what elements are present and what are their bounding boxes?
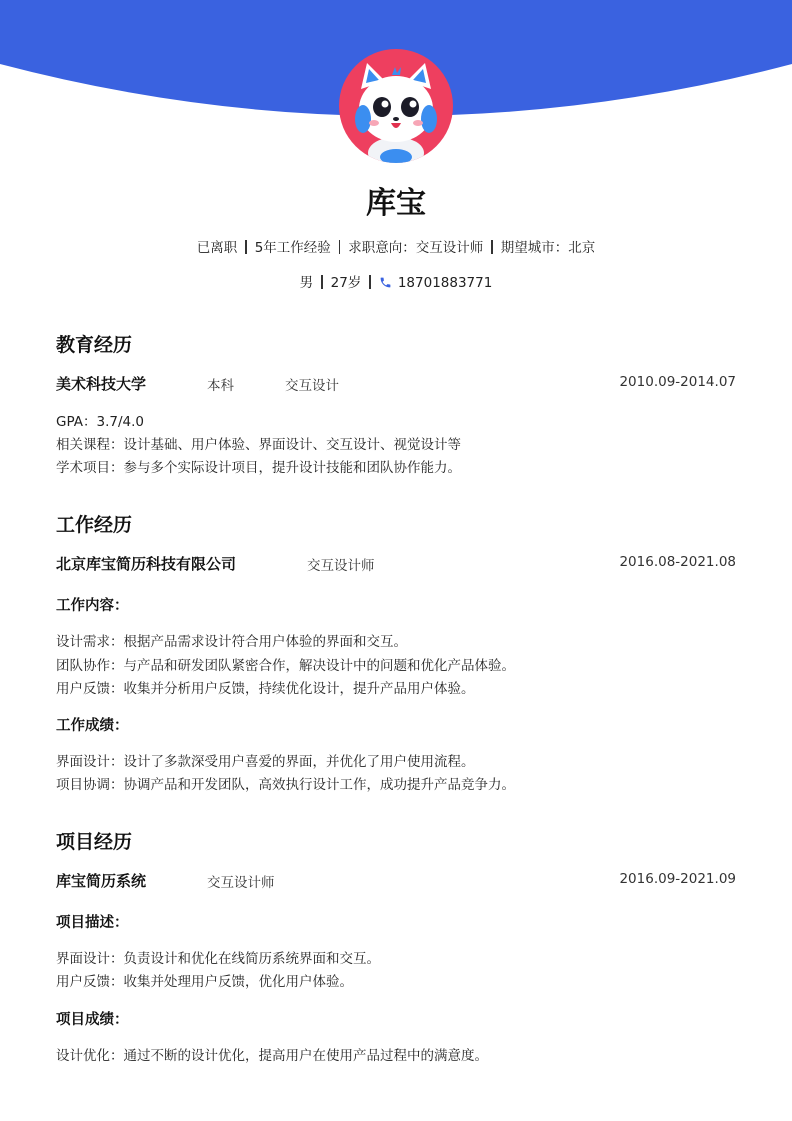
- work-result-item: 界面设计：设计了多款深受用户喜爱的界面，并优化了用户使用流程。: [56, 754, 475, 770]
- education-row: [56, 373, 736, 395]
- education-detail: 相关课程：设计基础、用户体验、界面设计、交互设计、视觉设计等: [56, 437, 461, 453]
- section-title-work: 工作经历: [56, 514, 133, 536]
- work-content-item: 设计需求：根据产品需求设计符合用户体验的界面和交互。: [56, 634, 407, 650]
- avatar: [339, 49, 453, 163]
- school-name: 美术科技大学: [56, 375, 147, 393]
- gender: 男: [299, 275, 314, 291]
- work-row: [56, 553, 736, 575]
- work-result-item: 项目协调：协调产品和开发团队，高效执行设计工作，成功提升产品竞争力。: [56, 777, 515, 793]
- project-results-title: 项目成绩：: [56, 1012, 129, 1028]
- experience: 5年工作经验: [254, 240, 331, 256]
- section-title-project: 项目经历: [56, 831, 133, 853]
- project-row: [56, 870, 736, 892]
- personal-line: [0, 271, 792, 291]
- work-position: 交互设计师: [307, 558, 375, 574]
- work-content-item: 团队协作：与产品和研发团队紧密合作，解决设计中的问题和优化产品体验。: [56, 658, 515, 674]
- phone-icon: [379, 276, 392, 289]
- education-detail: 学术项目：参与多个实际设计项目，提升设计技能和团队协作能力。: [56, 460, 461, 476]
- project-result-item: 设计优化：通过不断的设计优化，提高用户在使用产品过程中的满意度。: [56, 1048, 488, 1064]
- divider: [369, 275, 371, 289]
- work-date: 2016.08-2021.08: [619, 554, 736, 570]
- project-name: 库宝简历系统: [56, 872, 147, 890]
- work-content-item: 用户反馈：收集并分析用户反馈，持续优化设计，提升产品用户体验。: [56, 681, 475, 697]
- phone-number: 18701883771: [397, 275, 493, 291]
- major: 交互设计: [285, 378, 339, 394]
- education-detail: GPA：3.7/4.0: [56, 414, 144, 430]
- status: 已离职: [196, 240, 238, 256]
- divider: [491, 240, 493, 254]
- candidate-name: 库宝: [366, 186, 426, 221]
- education-date: 2010.09-2014.07: [619, 374, 736, 390]
- company-name: 北京库宝简历科技有限公司: [56, 555, 237, 573]
- project-desc-title: 项目描述：: [56, 915, 129, 931]
- divider: [245, 240, 247, 254]
- divider: [339, 240, 341, 254]
- cat-mascot-icon: [339, 49, 453, 163]
- degree: 本科: [207, 378, 234, 394]
- project-desc-item: 界面设计：负责设计和优化在线简历系统界面和交互。: [56, 951, 380, 967]
- work-content-title: 工作内容：: [56, 598, 129, 614]
- expected-city: 期望城市：北京: [500, 240, 596, 256]
- work-results-title: 工作成绩：: [56, 718, 129, 734]
- project-role: 交互设计师: [207, 875, 275, 891]
- summary-line: [0, 236, 792, 256]
- job-intention: 求职意向：交互设计师: [348, 240, 484, 256]
- divider: [321, 275, 323, 289]
- age: 27岁: [330, 275, 362, 291]
- section-title-education: 教育经历: [56, 334, 133, 356]
- project-date: 2016.09-2021.09: [619, 871, 736, 887]
- project-desc-item: 用户反馈：收集并处理用户反馈，优化用户体验。: [56, 974, 353, 990]
